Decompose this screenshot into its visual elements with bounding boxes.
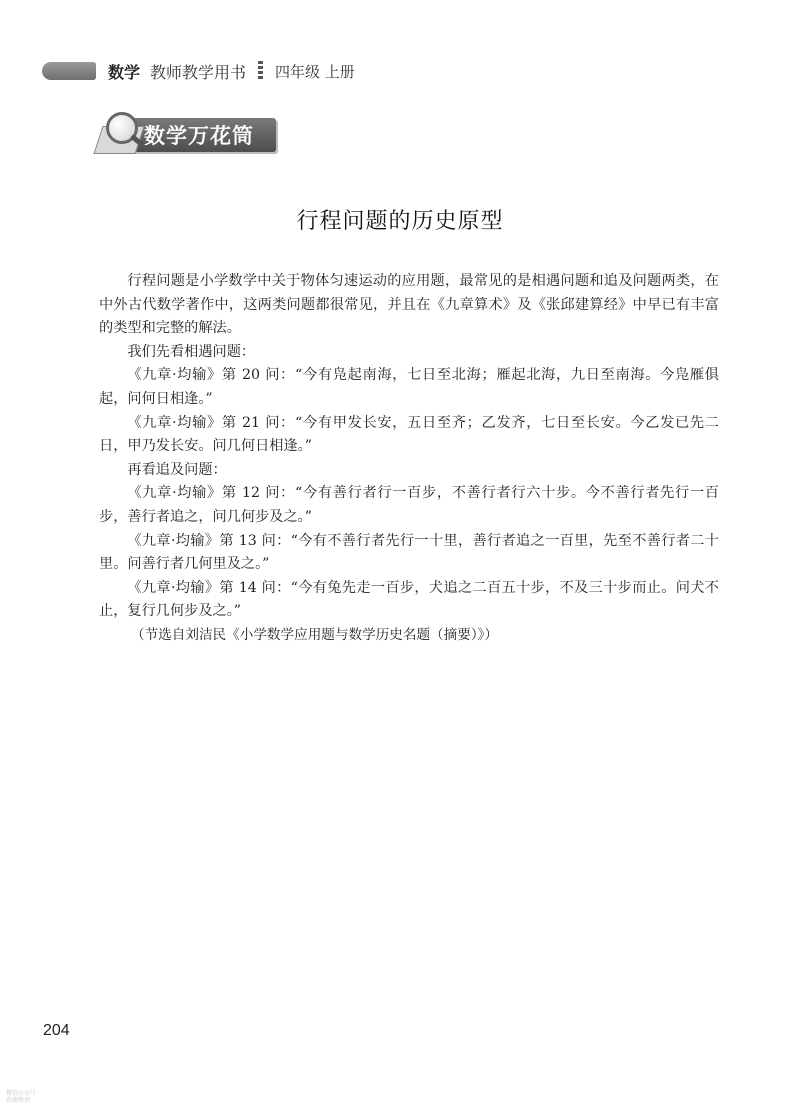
header-grade: 四年级 上册 (275, 62, 355, 81)
page-number: 204 (43, 1022, 70, 1039)
running-header (108, 60, 355, 82)
header-book-title: 教师教学用书 (150, 62, 247, 82)
article-title: 行程问题的历史原型 (296, 209, 504, 234)
paragraph-intro: 行程问题是小学数学中关于物体匀速运动的应用题，最常见的是相遇问题和追及问题两类，在中外古代数学著作中，这两类问题都很常见，并且在《九章算术》及《张邱建算经》中早已有丰富的类型和完整的解法。 (99, 273, 719, 337)
paragraph-problem-13: 《九章·均输》第 13 问：“今有不善行者先行一十里，善行者追之一百里，先至不善行者二十里。问善行者几何里及之。” (99, 532, 719, 573)
paragraph-problem-20: 《九章·均输》第 20 问：“今有凫起南海，七日至北海；雁起北海，九日至南海。今凫雁俱起，问何日相逢。” (99, 367, 719, 407)
banner-title: 数学万花筒 (144, 124, 254, 148)
paragraph-pursuit-heading: 再看追及问题： (127, 461, 227, 478)
paragraph-problem-12: 《九章·均输》第 12 问：“今有善行者行一百步，不善行者行六十步。今不善行者先行一百步，善行者追之，问几何步及之。” (99, 485, 719, 525)
watermark-line-1: 微信公众号 (6, 1090, 37, 1097)
section-banner (96, 112, 278, 154)
paragraph-problem-14: 《九章·均输》第 14 问：“今有兔先走一百步，犬追之二百五十步，不及三十步而止。问犬不止，复行几何步及之。” (99, 579, 719, 620)
source-citation: （节选自刘洁民《小学数学应用题与数学历史名题（摘要）》） (131, 626, 499, 643)
watermark-line-2: 资源整理 (6, 1097, 31, 1104)
header-separator (258, 61, 263, 81)
paragraph-meeting-heading: 我们先看相遇问题： (127, 343, 256, 360)
header-subject: 数学 (108, 62, 141, 82)
paragraph-problem-21: 《九章·均输》第 21 问：“今有甲发长安，五日至齐；乙发齐，七日至长安。今乙发已先二日，甲乃发长安。问几何日相逢。” (99, 414, 719, 455)
article-body (99, 270, 719, 648)
watermark (6, 1090, 36, 1104)
header-tab-decoration (42, 62, 96, 80)
